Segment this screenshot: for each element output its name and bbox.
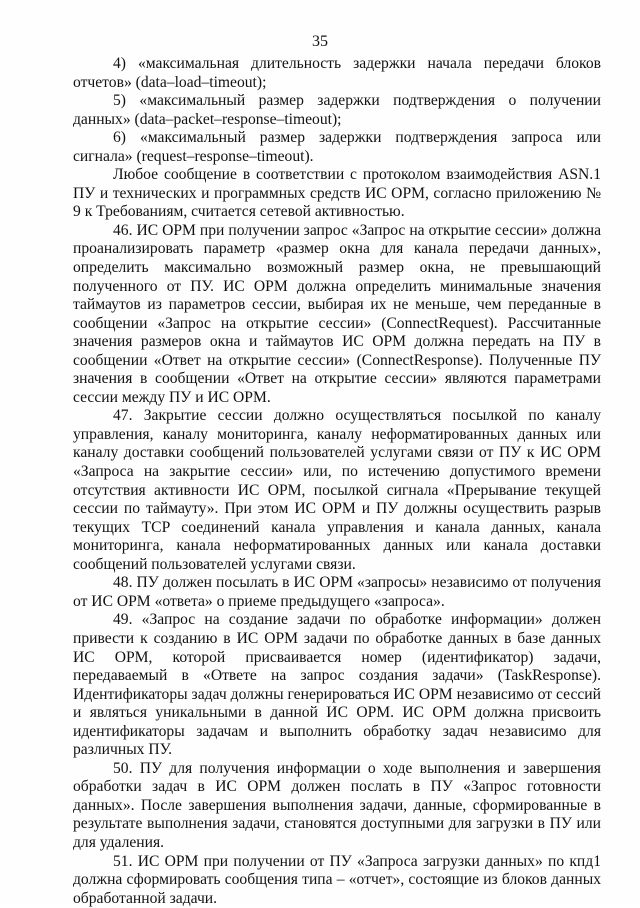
document-body (73, 55, 601, 908)
paragraph-item-6: 6) «максимальный размер задержки подтверждения запроса или сигнала» (request–response–timeout). (73, 129, 601, 165)
paragraph-item-4: 4) «максимальная длительность задержки начала передачи блоков отчетов» (data–load–timeout); (73, 55, 601, 91)
paragraph-48: 48. ПУ должен посылать в ИС ОРМ «запросы» независимо от получения от ИС ОРМ «ответа» о приеме предыдущего «запроса». (73, 574, 601, 610)
paragraph-item-5: 5) «максимальный размер задержки подтверждения о получении данных» (data–packet–response–timeout); (73, 92, 601, 128)
paragraph-46: 46. ИС ОРМ при получении запрос «Запрос на открытие сессии» должна проанализировать параметр «размер окна для канала передачи данных», определить максимально возможный размер окна, не превышающий полученного от ПУ. ИС ОРМ должна определить минимальные значения таймаутов из параметров сессии, выбирая их не меньше, чем переданные в сообщении «Запрос на открытие сессии» (ConnectRequest). Рассчитанные значения размеров окна и таймаутов ИС ОРМ должна передать на ПУ в сообщении «Ответ на открытие сессии» (ConnectResponse). Полученные ПУ значения в сообщении «Ответ на открытие сессии» являются параметрами сессии между ПУ и ИС ОРМ. (73, 221, 601, 406)
paragraph-49: 49. «Запрос на создание задачи по обработке информации» должен привести к созданию в ИС ОРМ задачи по обработке данных в базе данных ИС ОРМ, которой присваивается номер (идентификатор) задачи, передаваемый в «Ответе на запрос создания задачи» (TaskResponse). Идентификаторы задач должны генерироваться ИС ОРМ независимо от сессий и являться уникальными в данной ИС ОРМ. ИС ОРМ должна присвоить идентификаторы задачам и выполнить обработку задач независимо для различных ПУ. (73, 611, 601, 759)
page-number: 35 (312, 33, 328, 50)
paragraph-50: 50. ПУ для получения информации о ходе выполнения и завершения обработки задач в ИС ОРМ должен послать в ПУ «Запрос готовности данных». После завершения выполнения задачи, данные, сформированные в результате выполнения задачи, становятся доступными для загрузки в ПУ или для удаления. (73, 759, 601, 851)
paragraph-network-activity: Любое сообщение в соответствии с протоколом взаимодействия ASN.1 ПУ и технических и программных средств ИС ОРМ, согласно приложению № 9 к Требованиям, считается сетевой активностью. (73, 166, 601, 221)
paragraph-51: 51. ИС ОРМ при получении от ПУ «Запроса загрузки данных» по кпд1 должна сформировать сообщения типа – «отчет», состоящие из блоков данных обработанной задачи. (73, 852, 601, 907)
paragraph-47: 47. Закрытие сессии должно осуществляться посылкой по каналу управления, каналу мониторинга, каналу неформатированных данных или каналу доставки сообщений пользователей услугами связи от ПУ к ИС ОРМ «Запроса на закрытие сессии» или, по истечению допустимого времени отсутствия активности ИС ОРМ, посылкой сигнала «Прерывание текущей сессии по таймауту». При этом ИС ОРМ и ПУ должны осуществить разрыв текущих TCP соединений канала управления и канала данных, канала мониторинга, канала неформатированных данных или канала доставки сообщений пользователей услугами связи. (73, 407, 601, 573)
